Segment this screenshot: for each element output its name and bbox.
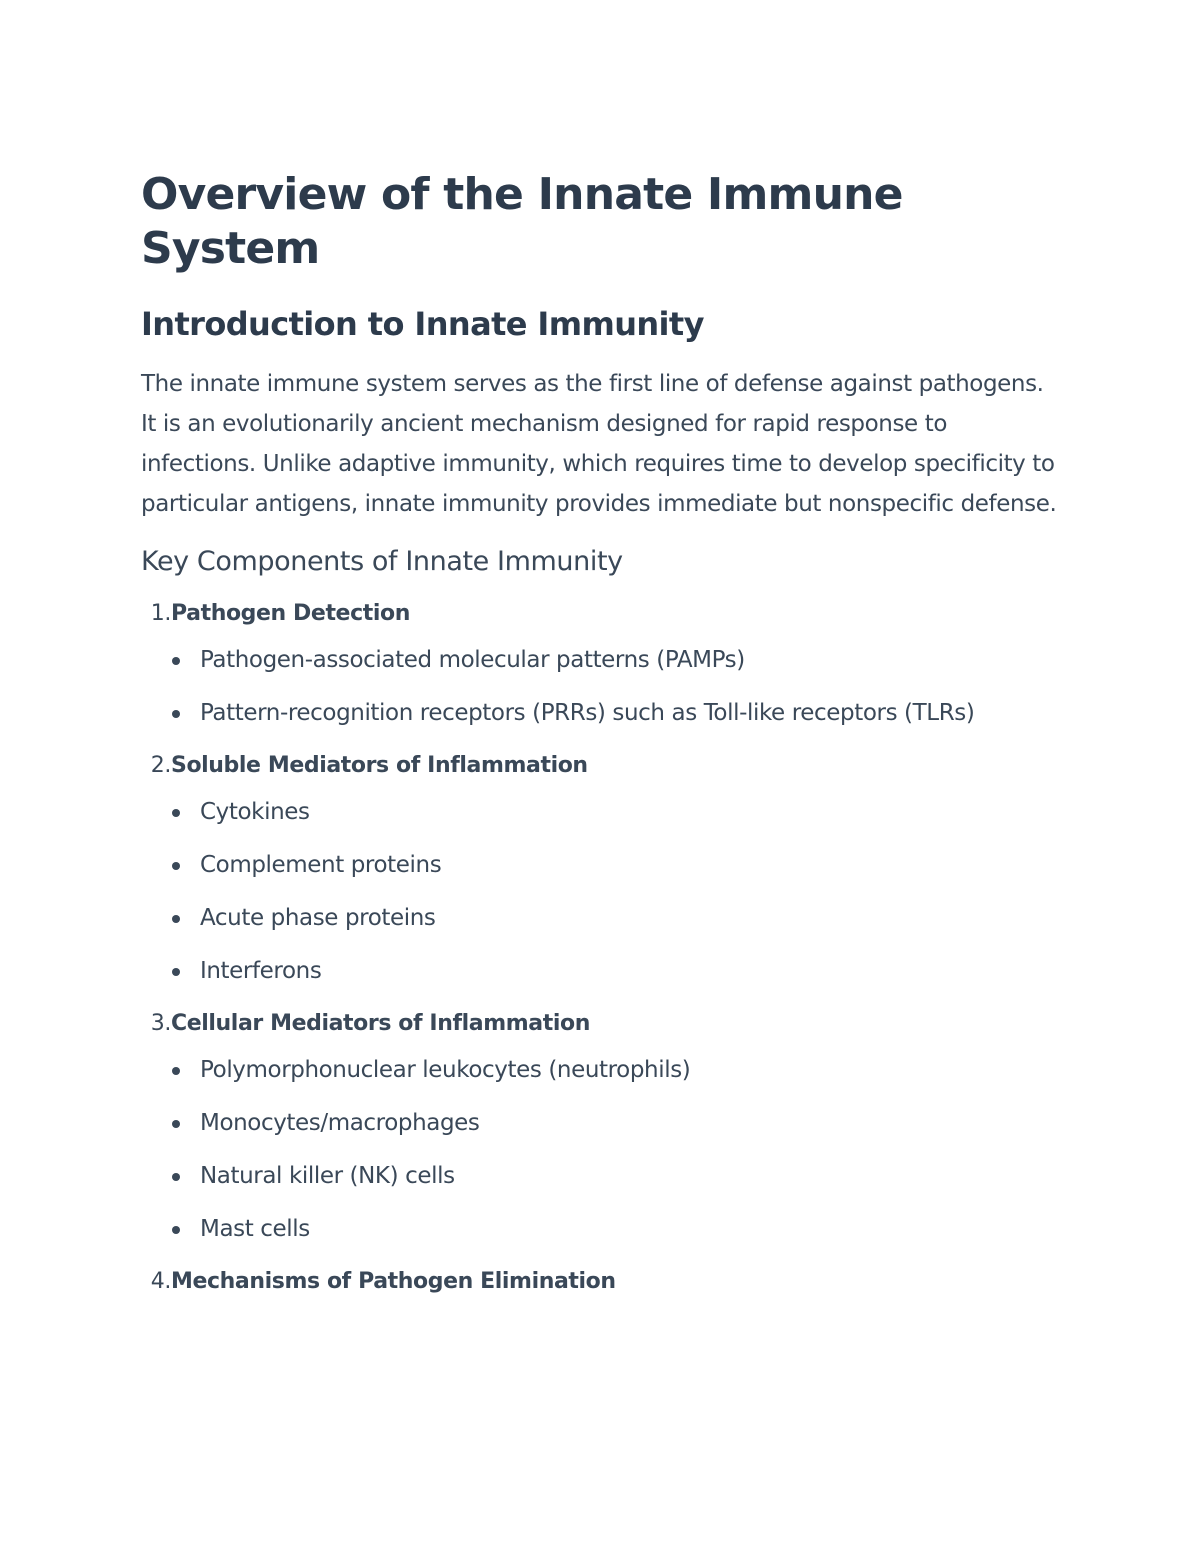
list-item — [141, 1156, 1061, 1196]
component-number: 3. — [150, 1011, 171, 1036]
component-sublist — [141, 640, 1061, 733]
component-heading — [141, 1004, 1061, 1044]
bullet-icon — [141, 1209, 200, 1249]
component-number: 2. — [150, 753, 171, 778]
list-item-text: Interferons — [200, 958, 322, 984]
component-number: 4. — [150, 1269, 171, 1294]
component-title: Cellular Mediators of Inflammation — [171, 1011, 590, 1036]
component-number: 1. — [150, 601, 171, 626]
list-item-text: Pathogen-associated molecular patterns (PAMPs) — [200, 647, 745, 673]
list-item-text: Pattern-recognition receptors (PRRs) such as Toll-like receptors (TLRs) — [200, 700, 975, 726]
bullet-icon — [141, 951, 200, 991]
list-item-text: Polymorphonuclear leukocytes (neutrophils) — [200, 1057, 691, 1083]
list-item — [141, 1209, 1061, 1249]
component-title: Soluble Mediators of Inflammation — [171, 753, 588, 778]
list-item — [141, 1050, 1061, 1090]
list-item-text: Natural killer (NK) cells — [200, 1163, 455, 1189]
bullet-icon — [141, 640, 200, 680]
bullet-icon — [141, 1103, 200, 1143]
list-item-text: Complement proteins — [200, 852, 442, 878]
bullet-icon — [141, 1050, 200, 1090]
list-item — [141, 845, 1061, 885]
list-item-text: Cytokines — [200, 799, 310, 825]
document-title: Overview of the Innate Immune System — [141, 169, 903, 274]
bullet-icon — [141, 693, 200, 733]
component-heading — [141, 1262, 1061, 1302]
component-item — [141, 1262, 1061, 1302]
component-title: Pathogen Detection — [171, 601, 410, 626]
component-sublist — [141, 792, 1061, 991]
list-item-text: Monocytes/macrophages — [200, 1110, 480, 1136]
component-heading — [141, 594, 1061, 634]
component-sublist — [141, 1050, 1061, 1249]
bullet-icon — [141, 792, 200, 832]
bullet-icon — [141, 898, 200, 938]
bullet-icon — [141, 1156, 200, 1196]
list-item — [141, 898, 1061, 938]
section-heading: Introduction to Innate Immunity — [141, 305, 704, 343]
list-item — [141, 951, 1061, 991]
subsection-heading: Key Components of Innate Immunity — [141, 546, 623, 577]
component-heading — [141, 746, 1061, 786]
document-page — [141, 168, 1061, 1302]
components-list — [141, 594, 1061, 1302]
bullet-icon — [141, 845, 200, 885]
list-item — [141, 1103, 1061, 1143]
list-item — [141, 693, 1061, 733]
component-item — [141, 594, 1061, 733]
list-item-text: Mast cells — [200, 1216, 310, 1242]
component-item — [141, 1004, 1061, 1249]
component-item — [141, 746, 1061, 991]
component-title: Mechanisms of Pathogen Elimination — [171, 1269, 616, 1294]
list-item — [141, 792, 1061, 832]
list-item-text: Acute phase proteins — [200, 905, 436, 931]
list-item — [141, 640, 1061, 680]
intro-paragraph: The innate immune system serves as the first line of defense against pathogens. It is an evolutionarily ancient mechanism designed for rapid response to infections. Unlike adaptive immunity, which requires time to develop specificity to particular antigens, innate immunity provides immediate but nonspecific defense. — [141, 371, 1057, 517]
